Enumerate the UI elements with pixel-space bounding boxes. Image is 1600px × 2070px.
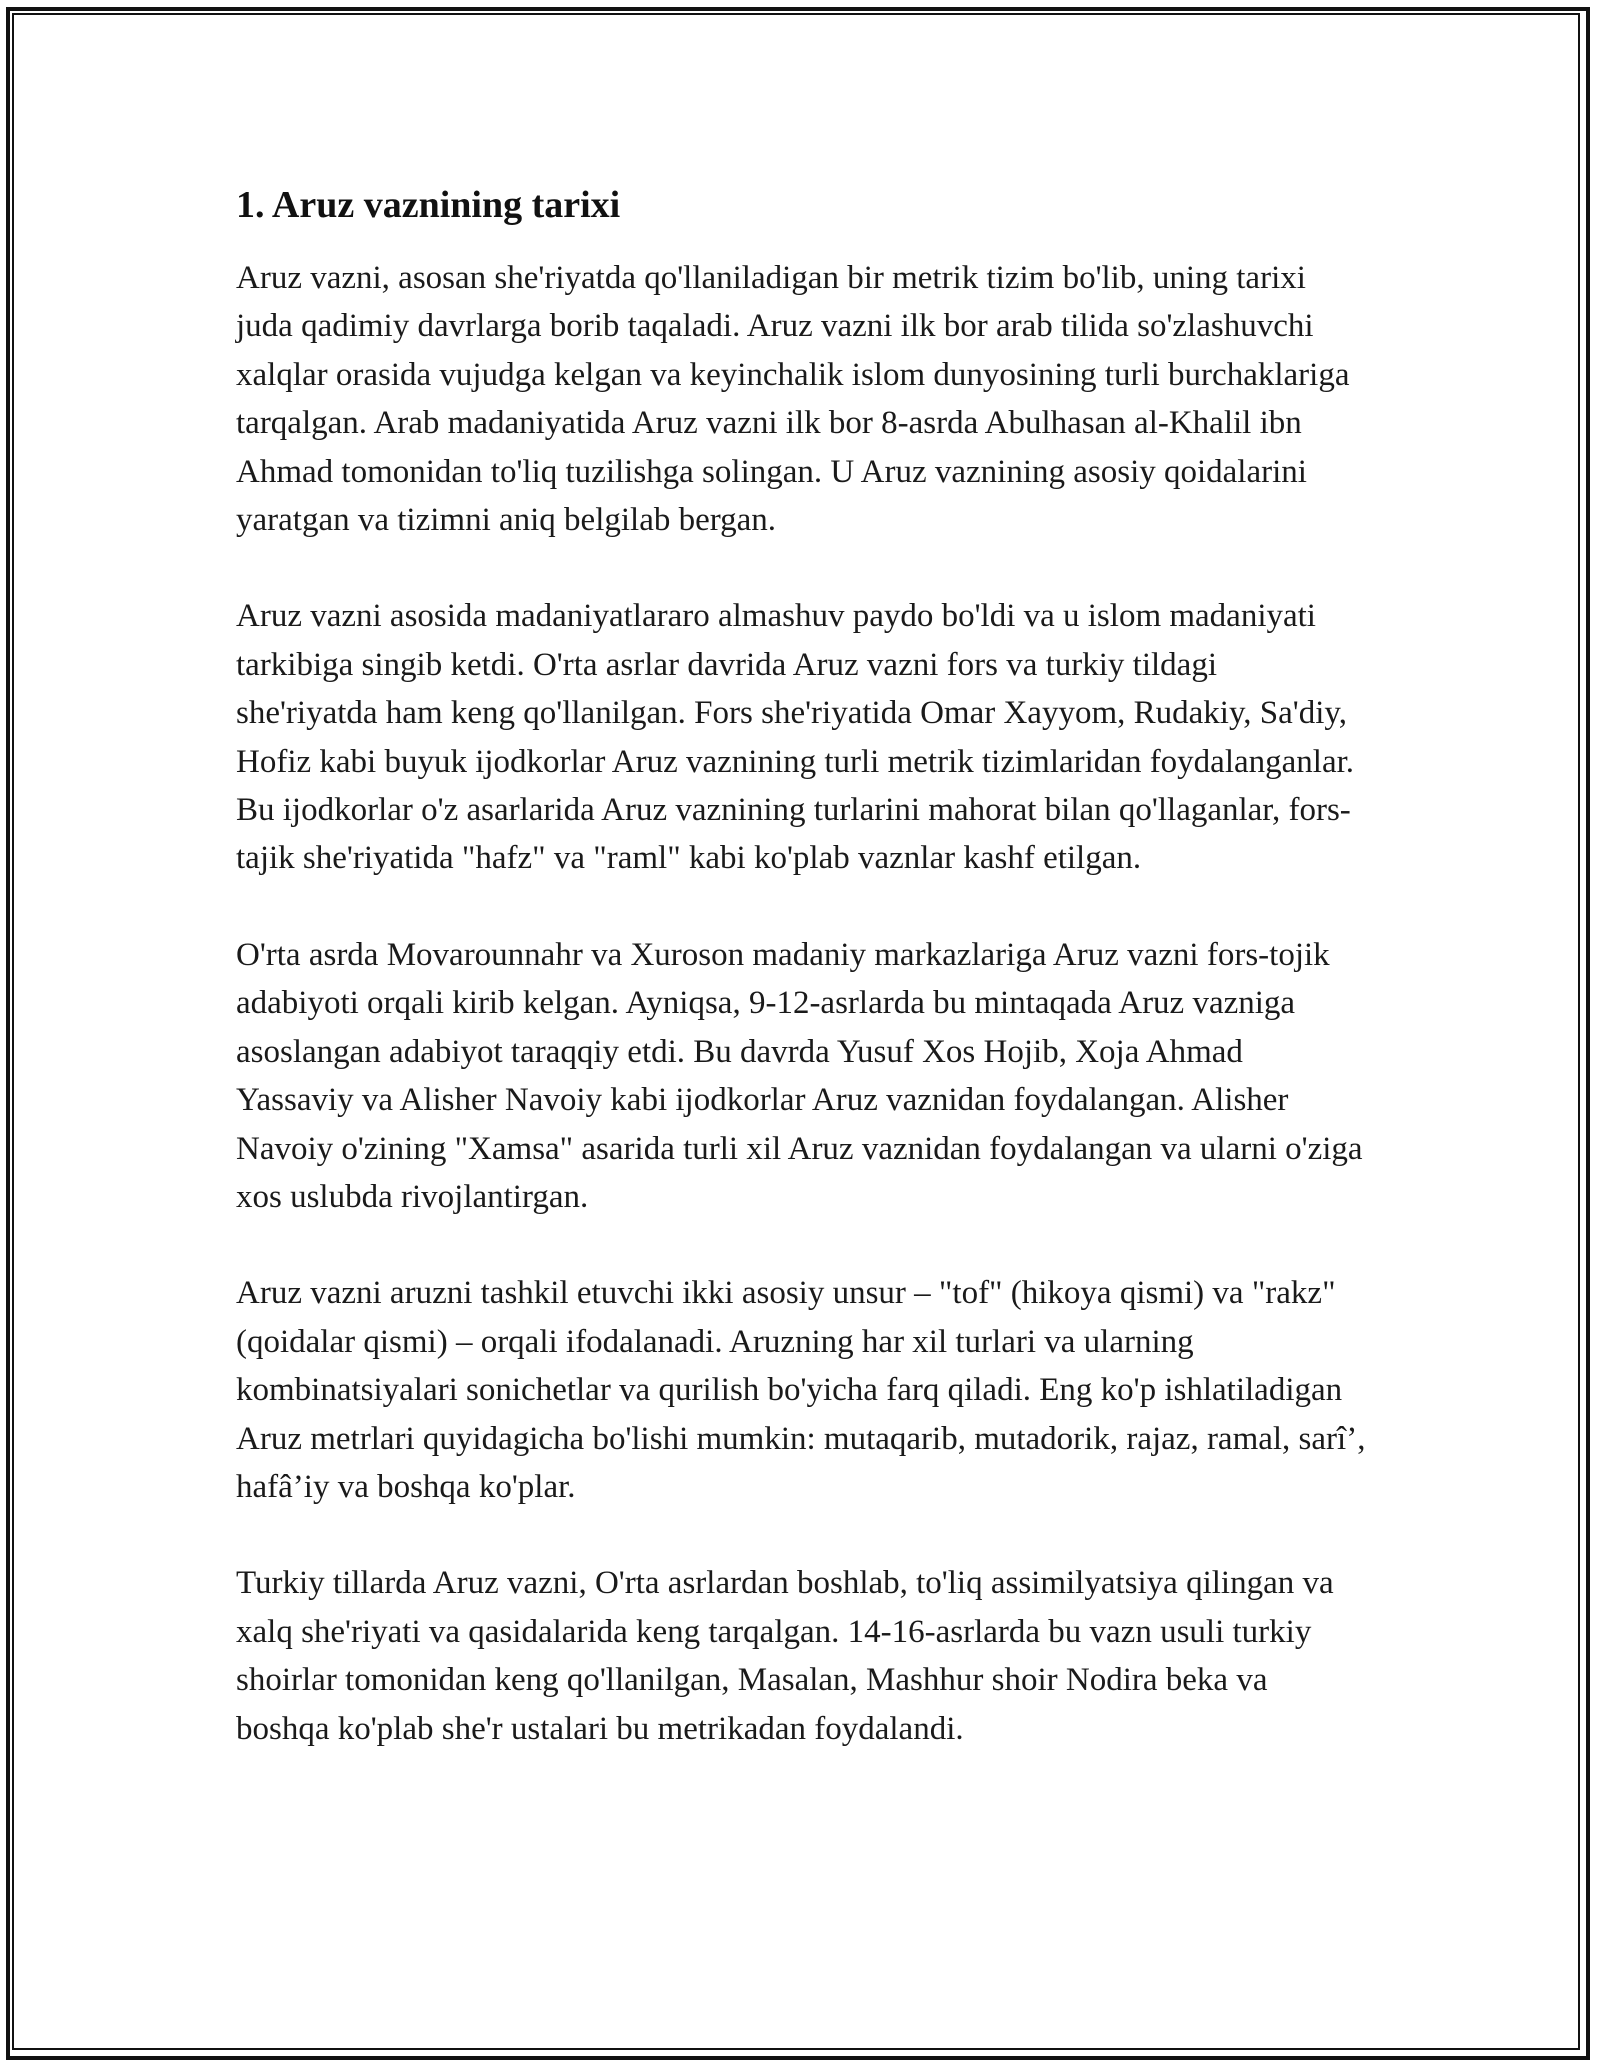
paragraph-5: Turkiy tillarda Aruz vazni, O'rta asrlardan boshlab, to'liq assimilyatsiya qilingan va xalq she'riyati va qasidalarida keng tarqalgan. 14-16-asrlarda bu vazn usuli turkiy shoirlar tomonidan keng qo'llanilgan, Masalan, Mashhur shoir Nodira beka va boshqa ko'plab she'r ustalari bu metrikadan foydalandi. — [236, 1565, 1334, 1747]
paragraph-2: Aruz vazni asosida madaniyatlararo almashuv paydo bo'ldi va u islom madaniyati tarkibiga singib ketdi. O'rta asrlar davrida Aruz vazni fors va turkiy tildagi she'riyatda ham keng qo'llanilgan. Fors she'riyatida Omar Xayyom, Rudakiy, Sa'diy, Hofiz kabi buyuk ijodkorlar Aruz vaznining turli metrik tizimlaridan foydalanganlar. Bu ijodkorlar o'z asarlarida Aruz vaznining turlarini mahorat bilan qo'llaganlar, fors-tajik she'riyatida "hafz" va "raml" kabi ko'plab vaznlar kashf etilgan. — [236, 598, 1355, 877]
paragraph-3: O'rta asrda Movarounnahr va Xuroson madaniy markazlariga Aruz vazni fors-tojik adabiyoti orqali kirib kelgan. Ayniqsa, 9-12-asrlarda bu mintaqada Aruz vazniga asoslangan adabiyot taraqqiy etdi. Bu davrda Yusuf Xos Hojib, Xoja Ahmad Yassaviy va Alisher Navoiy kabi ijodkorlar Aruz vaznidan foydalangan. Alisher Navoiy o'zining "Xamsa" asarida turli xil Aruz vaznidan foydalangan va ularni o'ziga xos uslubda rivojlantirgan. — [236, 936, 1363, 1215]
document-page — [236, 182, 1366, 1801]
section-heading: 1. Aruz vaznining tarixi — [236, 184, 621, 226]
paragraph-1: Aruz vazni, asosan she'riyatda qo'llaniladigan bir metrik tizim bo'lib, uning tarixi juda qadimiy davrlarga borib taqaladi. Aruz vazni ilk bor arab tilida so'zlashuvchi xalqlar orasida vujudga kelgan va keyinchalik islom dunyosining turli burchaklariga tarqalgan. Arab madaniyatida Aruz vazni ilk bor 8-asrda Abulhasan al-Khalil ibn Ahmad tomonidan to'liq tuzilishga solingan. U Aruz vaznining asosiy qoidalarini yaratgan va tizimni aniq belgilab bergan. — [236, 260, 1350, 539]
paragraph-4: Aruz vazni aruzni tashkil etuvchi ikki asosiy unsur – "tof" (hikoya qismi) va "rakz" (qoidalar qismi) – orqali ifodalanadi. Aruzning har xil turlari va ularning kombinatsiyalari sonichetlar va qurilish bo'yicha farq qiladi. Eng ko'p ishlatiladigan Aruz metrlari quyidagicha bo'lishi mumkin: mutaqarib, mutadorik, rajaz, ramal, sarî’, hafâ’iy va boshqa ko'plar. — [236, 1275, 1366, 1505]
